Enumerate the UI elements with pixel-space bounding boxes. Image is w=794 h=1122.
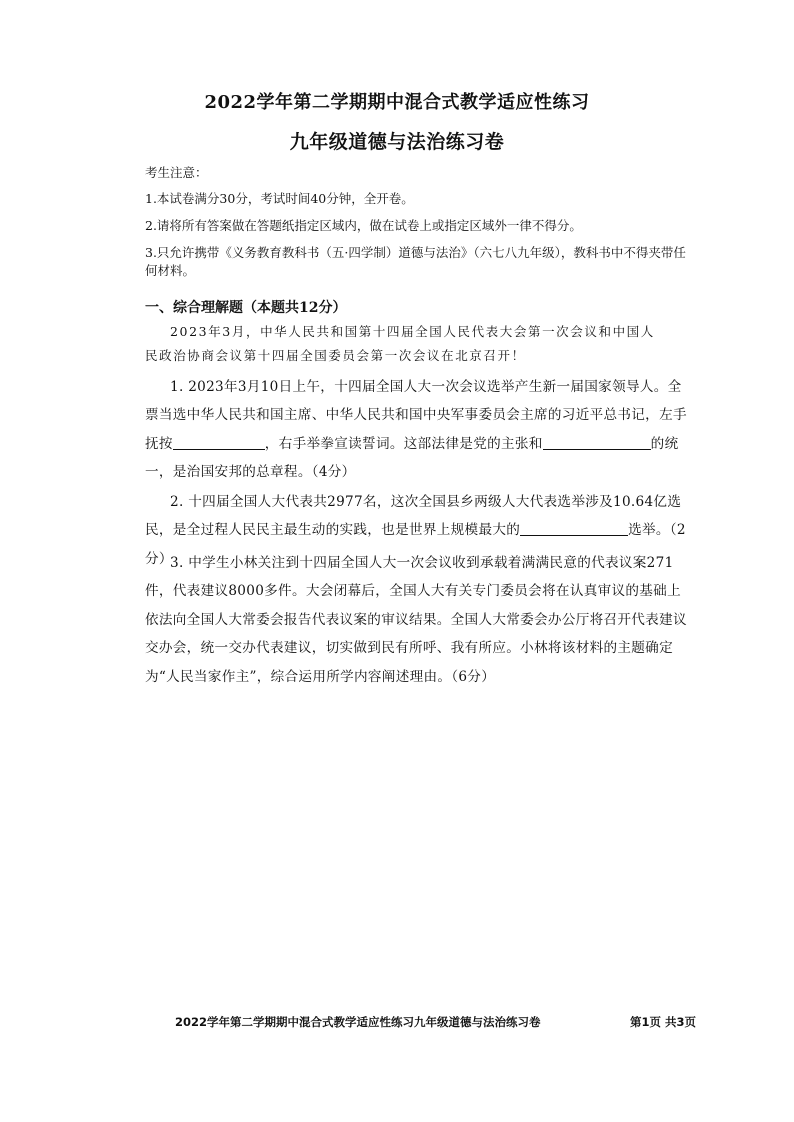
exam-subtitle: 九年级道德与法治练习卷	[289, 131, 505, 153]
notice-heading: 考生注意：	[145, 165, 208, 180]
notice-item-1: 1.本试卷满分30分，考试时间40分钟，全开卷。	[145, 191, 414, 206]
footer-page-number: 第1页 共3页	[630, 1015, 697, 1029]
answer-blank-1	[173, 433, 265, 450]
question-1-text-b: ，右手举拳宣读誓词。这部法律是党的主张和	[264, 435, 543, 452]
footer-document-name: 2022学年第二学期期中混合式教学适应性练习九年级道德与法治练习卷	[175, 1015, 541, 1029]
section-heading: 一、综合理解题（本题共12分）	[145, 300, 347, 316]
question-2-text-a: 2. 十四届全国人大代表共2977名，这次全国县乡两级人大代表选举涉及10.64亿选民，是全过程人民民主最生动的实践，也是世界上规模最大的	[145, 494, 682, 539]
notice-item-3: 3.只允许携带《义务教育教科书（五·四学制）道德与法治》（六七八九年级），教科书中不得夹带任何材料。	[145, 245, 686, 278]
answer-blank-2	[543, 433, 651, 450]
section-intro: 2023年3月，中华人民共和国第十四届全国人民代表大会第一次会议和中国人民政治协商会议第十四届全国委员会第一次会议在北京召开！	[145, 324, 655, 363]
question-3: 3. 中学生小林关注到十四届全国人大一次会议收到承载着满满民意的代表议案271件，代表建议8000多件。大会闭幕后，全国人大有关专门委员会将在认真审议的基础上依法向全国人大常委会报告代表议案的审议结果。全国人大常委会办公厅将召开代表建议交办会，统一交办代表建议，切实做到民有所呼、我有所应。小林将该材料的主题确定为“人民当家作主”，综合运用所学内容阐述理由。（6分）	[145, 555, 687, 685]
question-1	[145, 373, 690, 487]
notice-item-2: 2.请将所有答案做在答题纸指定区域内，做在试卷上或指定区域外一律不得分。	[145, 218, 582, 233]
question-1-text-c: 的统一，是治国安邦的总章程。（4分）	[145, 435, 679, 481]
question-2-text-b: 选举。（2分）	[145, 522, 686, 567]
answer-blank-3	[520, 519, 628, 536]
question-1-text-a: 1. 2023年3月10日上午，十四届全国人大一次会议选举产生新一届国家领导人。全票当选中华人民共和国主席、中华人民共和国中央军事委员会主席的习近平总书记，左手抚按	[145, 379, 687, 452]
exam-title: 2022学年第二学期期中混合式教学适应性练习	[204, 92, 590, 113]
